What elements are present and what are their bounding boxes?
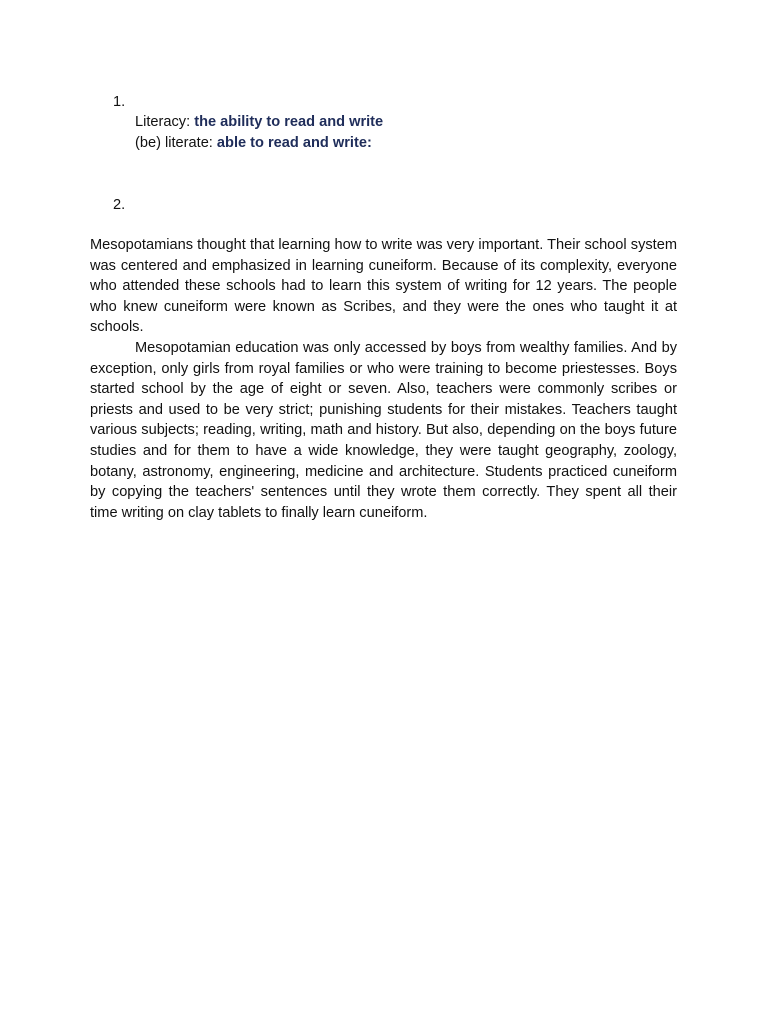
list-number-2: 2. <box>113 197 126 213</box>
list-number-1: 1. <box>113 94 126 110</box>
essay-body <box>90 235 677 523</box>
definition-literate <box>135 133 695 154</box>
essay-paragraph-2: Mesopotamian education was only accessed by boys from wealthy families. And by exception, only girls from royal families or who were training to become priestesses. Boys started school by the age of eight or seven. Also, teachers were commonly scribes or priests and used to be very strict; punishing students for their mistakes. Teachers taught various subjects; reading, writing, math and history. But also, depending on the boys future studies and for them to have a wide knowledge, they were taught geography, zoology, botany, astronomy, engineering, medicine and architecture. Students practiced cuneiform by copying the teachers' sentences until they wrote them correctly. They spent all their time writing on clay tablets to finally learn cuneiform. <box>90 339 677 521</box>
definition-text: the ability to read and write <box>194 114 384 130</box>
definition-literacy <box>135 112 695 133</box>
definition-text: able to read and write: <box>216 134 372 151</box>
definition-term: (be) literate: <box>135 134 217 151</box>
essay-paragraph-1: Mesopotamians thought that learning how to write was very important. Their school system was centered and emphasized in learning cuneiform. Because of its complexity, everyone who attended these schools had to learn this system of writing for 12 years. The people who knew cuneiform were known as Scribes, and they were the ones who taught it at schools. <box>90 237 677 336</box>
definition-term: Literacy: <box>135 114 195 130</box>
definitions-block <box>135 112 695 153</box>
